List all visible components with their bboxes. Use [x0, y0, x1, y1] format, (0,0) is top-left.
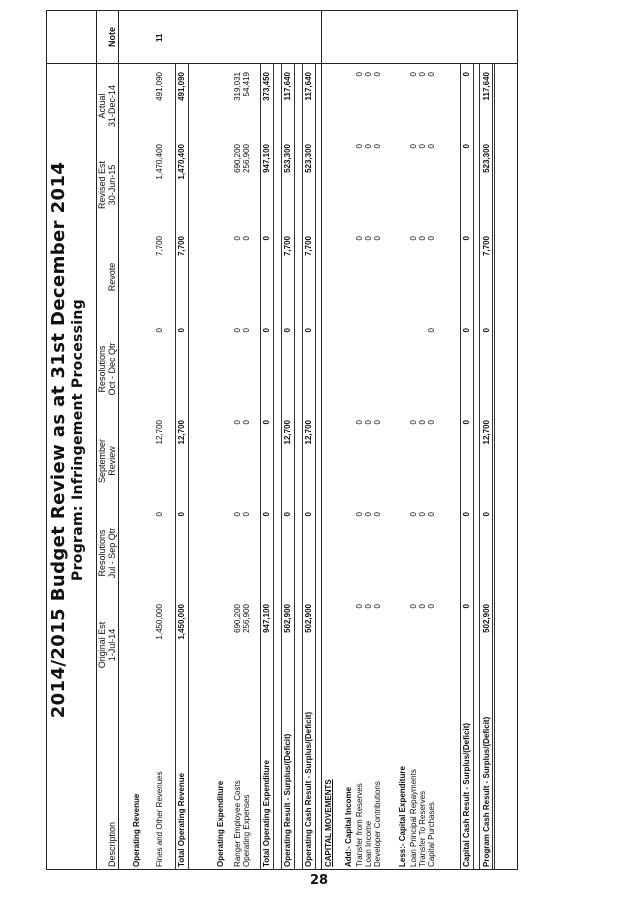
cell-program-cash-result-2: 12,700	[482, 420, 491, 445]
row-label-program-cash-result: Program Cash Result - Surplus/(Deficit)	[482, 716, 491, 867]
cell-operating-cash-result-1: 0	[304, 512, 313, 517]
cell-developer-contributions-1: 0	[373, 512, 382, 517]
cell-loan-principal-repayments-6: 0	[409, 72, 418, 77]
row-label-operating-cash-result: Operating Cash Result - Surplus/(Deficit)	[304, 711, 313, 867]
cell-operating-cash-result-3: 0	[304, 328, 313, 333]
cell-transfer-to-reserves-1: 0	[418, 512, 427, 517]
cell-fines-2: 12,700	[155, 420, 164, 445]
cell-operating-expenses-6: 54,419	[242, 72, 251, 97]
cell-loan-income-4: 0	[364, 236, 373, 241]
page-title: 2014/2015 Budget Review as at 31st December 2014	[48, 161, 69, 719]
section-capital-movements: CAPITAL MOVEMENTS	[324, 779, 333, 867]
cell-total-operating-expenditure-1: 0	[262, 512, 271, 517]
section-less-capital-expenditure: Less:- Capital Expenditure	[398, 766, 407, 867]
cell-transfer-to-reserves-4: 0	[418, 236, 427, 241]
row-label-loan-principal-repayments: Loan Principal Repayments	[409, 769, 418, 867]
cell-program-cash-result-3: 0	[482, 328, 491, 333]
cell-total-operating-revenue-6: 491,090	[177, 72, 186, 101]
header-bottom-line	[118, 10, 119, 870]
cell-loan-income-5: 0	[364, 144, 373, 149]
header-res-jul-sep-line1: Resolutions	[97, 529, 107, 577]
cell-total-operating-revenue-1: 0	[177, 512, 186, 517]
cell-transfer-from-reserves-2: 0	[355, 420, 364, 425]
cell-capital-purchases-1: 0	[427, 512, 436, 517]
header-res-jul-sep-line2: Jul - Sep Qtr	[107, 527, 117, 579]
cell-loan-income-0: 0	[364, 604, 373, 609]
cell-operating-result-2: 12,700	[283, 420, 292, 445]
header-revote: Revote	[107, 262, 117, 292]
cell-operating-result-6: 117,640	[283, 72, 292, 101]
cell-ranger-costs-3: 0	[233, 328, 242, 333]
cell-operating-result-0: 502,900	[283, 604, 292, 633]
header-revised-est-line2: 30-Jun-15	[107, 164, 117, 206]
cell-ranger-costs-4: 0	[233, 236, 242, 241]
cell-program-cash-result-5: 523,300	[482, 144, 491, 173]
row-label-total-operating-expenditure: Total Operating Expenditure	[262, 760, 271, 867]
row-label-operating-expenses: Operating Expenses	[242, 794, 251, 867]
row-label-fines: Fines and Other Revenues	[155, 771, 164, 867]
cell-capital-purchases-4: 0	[427, 236, 436, 241]
cell-transfer-to-reserves-6: 0	[418, 72, 427, 77]
header-actual-line2: 31-Dec-14	[107, 84, 117, 128]
cell-total-operating-revenue-5: 1,470,400	[177, 144, 186, 180]
page-number: 28	[309, 873, 329, 888]
cell-developer-contributions-4: 0	[373, 236, 382, 241]
cell-loan-income-1: 0	[364, 512, 373, 517]
cell-operating-result-3: 0	[283, 328, 292, 333]
cell-developer-contributions-6: 0	[373, 72, 382, 77]
cell-transfer-from-reserves-6: 0	[355, 72, 364, 77]
row-label-developer-contributions: Developer Contributions	[373, 781, 382, 867]
header-res-oct-dec	[97, 324, 117, 414]
cell-operating-expenses-5: 256,900	[242, 144, 251, 173]
program-subtitle: Program: Infringement Processing	[70, 299, 86, 581]
cell-operating-cash-result-5: 523,300	[304, 144, 313, 173]
cell-transfer-from-reserves-0: 0	[355, 604, 364, 609]
header-description: Description	[107, 821, 117, 867]
cell-transfer-from-reserves-4: 0	[355, 236, 364, 241]
cell-operating-result-4: 7,700	[283, 236, 292, 257]
header-sept-review	[97, 416, 117, 506]
cell-loan-income-2: 0	[364, 420, 373, 425]
cell-ranger-costs-1: 0	[233, 512, 242, 517]
row-label-transfer-from-reserves: Transfer from Reserves	[355, 783, 364, 867]
cell-loan-principal-repayments-1: 0	[409, 512, 418, 517]
cell-fines-note: 11	[155, 33, 164, 42]
cell-total-operating-expenditure-6: 373,450	[262, 72, 271, 101]
cell-total-operating-revenue-3: 0	[177, 328, 186, 333]
row-label-operating-result: Operating Result - Surplus/(Deficit)	[283, 733, 292, 867]
section-add-capital-income: Add:- Capital Income	[344, 786, 353, 867]
cell-ranger-costs-6: 319,031	[233, 72, 242, 101]
cell-program-cash-result-6: 117,640	[482, 72, 491, 101]
cell-operating-expenses-2: 0	[242, 420, 251, 425]
cell-transfer-to-reserves-5: 0	[418, 144, 427, 149]
cell-ranger-costs-5: 690,200	[233, 144, 242, 173]
cell-capital-cash-result-0: 0	[462, 604, 471, 609]
capital-separator-line	[321, 10, 322, 870]
budget-review-page	[46, 10, 518, 870]
row-label-capital-cash-result: Capital Cash Result - Surplus/(Deficit)	[462, 722, 471, 867]
cell-developer-contributions-0: 0	[373, 604, 382, 609]
cell-capital-purchases-3: 0	[427, 328, 436, 333]
header-res-oct-dec-line1: Resolutions	[97, 345, 107, 393]
cell-capital-cash-result-1: 0	[462, 512, 471, 517]
cell-total-operating-revenue-0: 1,450,000	[177, 604, 186, 640]
cell-operating-cash-result-0: 502,900	[304, 604, 313, 633]
cell-loan-income-6: 0	[364, 72, 373, 77]
cell-fines-0: 1,450,000	[155, 604, 164, 640]
row-label-loan-income: Loan Income	[364, 820, 373, 867]
cell-fines-1: 0	[155, 512, 164, 517]
cell-program-cash-result-4: 7,700	[482, 236, 491, 257]
cell-total-operating-revenue-2: 12,700	[177, 420, 186, 445]
cell-total-operating-revenue-4: 7,700	[177, 236, 186, 257]
row-label-total-operating-revenue: Total Operating Revenue	[177, 772, 186, 867]
cell-total-operating-expenditure-3: 0	[262, 328, 271, 333]
cell-total-operating-expenditure-2: 0	[262, 420, 271, 425]
cell-fines-6: 491,090	[155, 72, 164, 101]
cell-transfer-to-reserves-2: 0	[418, 420, 427, 425]
cell-operating-expenses-3: 0	[242, 328, 251, 333]
cell-total-operating-expenditure-4: 0	[262, 236, 271, 241]
section-operating-expenditure: Operating Expenditure	[216, 780, 225, 867]
header-original-est-line2: 1-Jul-14	[107, 628, 117, 662]
cell-operating-cash-result-2: 12,700	[304, 420, 313, 445]
cell-developer-contributions-2: 0	[373, 420, 382, 425]
header-original-est-line1: Original Est	[97, 621, 107, 669]
row-label-transfer-to-reserves: Transfer To Reserves	[418, 790, 427, 867]
cell-operating-cash-result-4: 7,700	[304, 236, 313, 257]
cell-operating-result-5: 523,300	[283, 144, 292, 173]
section-operating-revenue: Operating Revenue	[132, 793, 141, 867]
cell-transfer-from-reserves-1: 0	[355, 512, 364, 517]
header-res-jul-sep	[97, 508, 117, 598]
header-revised-est-line1: Revised Est	[97, 160, 107, 210]
cell-fines-5: 1,470,400	[155, 144, 164, 180]
cell-capital-purchases-0: 0	[427, 604, 436, 609]
cell-capital-cash-result-2: 0	[462, 420, 471, 425]
header-sept-review-line1: September	[97, 438, 107, 484]
cell-transfer-to-reserves-0: 0	[418, 604, 427, 609]
cell-loan-principal-repayments-4: 0	[409, 236, 418, 241]
cell-capital-purchases-2: 0	[427, 420, 436, 425]
cell-operating-expenses-4: 0	[242, 236, 251, 241]
cell-capital-cash-result-5: 0	[462, 144, 471, 149]
cell-ranger-costs-0: 690,200	[233, 604, 242, 633]
row-label-ranger-costs: Ranger Employee Costs	[233, 780, 242, 867]
header-res-oct-dec-line2: Oct - Dec Qtr	[107, 342, 117, 396]
header-actual	[97, 66, 117, 146]
cell-operating-expenses-0: 256,900	[242, 604, 251, 633]
header-actual-line1: Actual	[97, 93, 107, 119]
cell-ranger-costs-2: 0	[233, 420, 242, 425]
header-original-est	[97, 600, 117, 690]
cell-operating-cash-result-6: 117,640	[304, 72, 313, 101]
cell-program-cash-result-0: 502,900	[482, 604, 491, 633]
cell-operating-result-1: 0	[283, 512, 292, 517]
cell-developer-contributions-5: 0	[373, 144, 382, 149]
header-note: Note	[107, 27, 117, 47]
cell-fines-4: 7,700	[155, 236, 164, 257]
cell-fines-3: 0	[155, 328, 164, 333]
cell-operating-expenses-1: 0	[242, 512, 251, 517]
cell-total-operating-expenditure-5: 947,100	[262, 144, 271, 173]
cell-total-operating-expenditure-0: 947,100	[262, 604, 271, 633]
cell-program-cash-result-1: 0	[482, 512, 491, 517]
cell-capital-cash-result-6: 0	[462, 72, 471, 77]
cell-loan-principal-repayments-0: 0	[409, 604, 418, 609]
row-label-capital-purchases: Capital Purchases	[427, 802, 436, 867]
cell-transfer-from-reserves-5: 0	[355, 144, 364, 149]
cell-loan-principal-repayments-2: 0	[409, 420, 418, 425]
cell-capital-purchases-6: 0	[427, 72, 436, 77]
cell-loan-principal-repayments-5: 0	[409, 144, 418, 149]
header-revised-est	[97, 140, 117, 230]
cell-capital-purchases-5: 0	[427, 144, 436, 149]
cell-capital-cash-result-3: 0	[462, 328, 471, 333]
cell-capital-cash-result-4: 0	[462, 236, 471, 241]
header-sept-review-line2: Review	[107, 446, 117, 476]
